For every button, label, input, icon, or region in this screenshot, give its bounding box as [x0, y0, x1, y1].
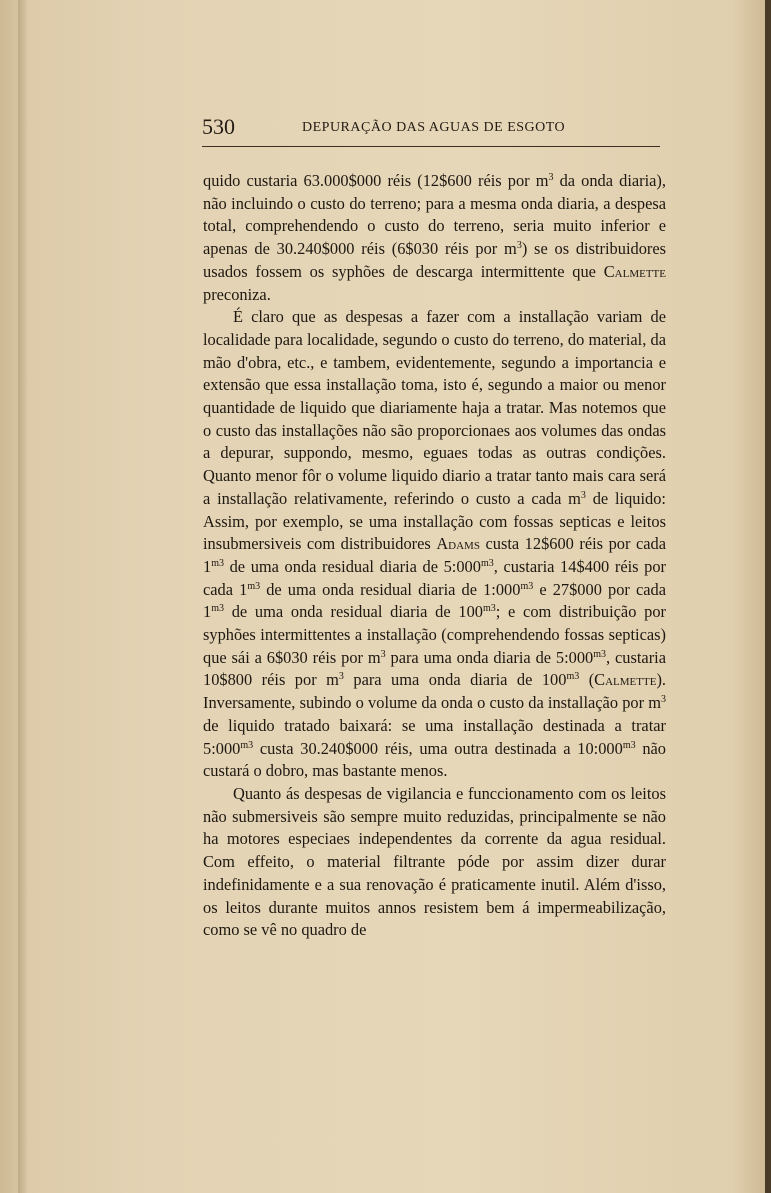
- running-title: DEPURAÇÃO DAS AGUAS DE ESGOTO: [302, 120, 566, 135]
- author-name: Adams: [436, 534, 480, 554]
- superscript: m3: [480, 557, 494, 569]
- superscript: 3: [548, 172, 554, 183]
- superscript: 3: [661, 694, 666, 706]
- page-header: [202, 112, 660, 147]
- text-run: não custará o dobro, mas bastante menos.: [203, 738, 666, 781]
- body-text: [203, 170, 666, 942]
- page-fold-shadow: [18, 0, 28, 1193]
- text-run: de liquido tratado baixará: se uma installação destinada a tratar 5:000: [203, 715, 666, 758]
- superscript: m3: [240, 739, 254, 751]
- text-run: (: [579, 670, 595, 690]
- paragraph-2: [203, 306, 666, 783]
- superscript: m3: [482, 603, 496, 615]
- paragraph-1: [203, 170, 666, 306]
- paragraph-3: [203, 783, 666, 942]
- superscript: m3: [566, 671, 580, 683]
- text-run: da onda diaria), não incluindo o custo do terreno; para a mesma onda diaria, a despesa total, comprehendendo o custo do terreno, seria muito inferior e apenas de 30.240$000 réis (6$030 réis por m: [203, 171, 666, 259]
- text-run: e 27$000 por cada 1: [203, 579, 666, 622]
- superscript: m3: [247, 580, 261, 592]
- text-run: para uma onda diaria de 5:000: [385, 647, 594, 667]
- text-run: custa 30.240$000 réis, uma outra destinada a 10:000: [253, 738, 623, 758]
- text-run: para uma onda diaria de 100: [343, 670, 567, 690]
- author-name: Calmette: [594, 670, 657, 690]
- text-run: de liquido: Assim, por exemplo, se uma installação com fossas septicas e leitos insubmersiveis com distribuidores: [203, 488, 666, 554]
- superscript: 3: [516, 240, 522, 252]
- text-run: , custaria 14$400 réis por cada 1: [203, 556, 666, 599]
- text-run: ; e com distribuição por syphões intermittentes a installação (comprehendendo fossas septicas) que sái a 6$030 réis por m: [203, 602, 666, 667]
- text-run: Quanto ás despesas de vigilancia e funccionamento com os leitos não submersiveis são sempre muito reduzidas, principalmente se não ha motores especiaes independentes da corrente da agua residual. Com effeito, o material filtrante póde por assim dizer durar indefinidamente e a sua renovação é praticamente inutil. Além d'isso, os leitos durante muitos annos resistem bem á impermeabilização, como se vê no quadro de: [203, 783, 666, 940]
- superscript: 3: [580, 489, 586, 501]
- superscript: m3: [622, 739, 636, 751]
- superscript: 3: [380, 648, 386, 660]
- page-number: 530: [202, 114, 235, 139]
- superscript: m3: [211, 603, 224, 615]
- superscript: m3: [211, 557, 224, 569]
- superscript: m3: [520, 580, 534, 592]
- text-run: de uma onda residual diaria de 100: [223, 602, 483, 622]
- text-run: custa 12$600 réis por cada 1: [203, 534, 666, 576]
- text-run: quido custaria 63.000$000 réis (12$600 réis por m: [203, 171, 549, 190]
- text-run: É claro que as despesas a fazer com a installação variam de localidade para localidade, segundo o custo do terreno, do material, da mão d'obra, etc., e tambem, evidentemente, segundo a importancia e extensão que essa installação toma, isto é, segundo a maior ou menor quantidade de liquido que diariamente haja a tratar. Mas notemos que o custo das installações não são proporcionaes aos volumes das ondas a depurar, suppondo, mesmo, eguaes todas as outras condições. Quanto menor fôr o volume liquido diario a tratar tanto mais cara será a installação relativamente, referindo o custo a cada m: [203, 307, 666, 508]
- author-name: Calmette: [603, 261, 666, 281]
- text-run: preconiza.: [203, 284, 271, 304]
- text-run: de uma onda residual diaria de 1:000: [260, 579, 521, 599]
- page-right-edge: [765, 0, 771, 1193]
- superscript: 3: [338, 671, 344, 683]
- text-run: ). Inversamente, subindo o volume da onda o custo da installação por m: [203, 670, 666, 713]
- text-run: , custaria 10$800 réis por m: [203, 647, 666, 690]
- text-run: de uma onda residual diaria de 5:000: [223, 556, 481, 576]
- text-run: ) se os distribuidores usados fossem os syphões de descarga intermittente que: [203, 239, 667, 281]
- superscript: m3: [593, 648, 607, 660]
